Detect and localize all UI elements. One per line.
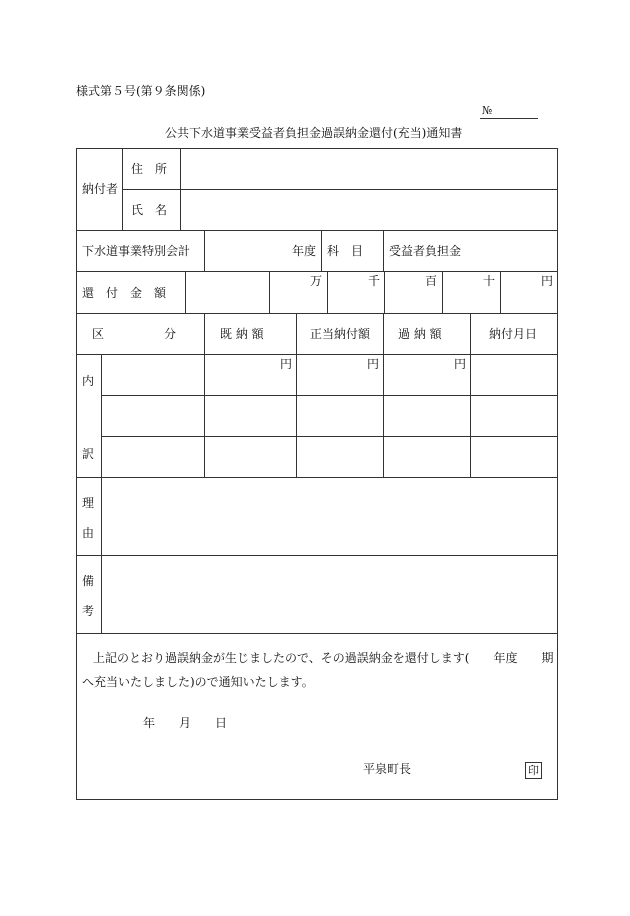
table-bottom-border <box>76 799 557 800</box>
row-line-breakdown-1 <box>101 395 557 396</box>
reason-label-1: 理 <box>82 496 95 510</box>
row-line-breakdown-header <box>76 354 557 355</box>
yen-proper: 円 <box>367 357 380 371</box>
row-line-refund <box>76 313 557 314</box>
row-line-payer <box>76 230 557 231</box>
remarks-label-2: 考 <box>82 604 95 618</box>
col-line-breakdown-3 <box>383 313 384 477</box>
notice-date: 年 月 日 <box>143 716 228 730</box>
col-line-refund-2 <box>269 271 270 313</box>
fiscal-year-label: 年度 <box>292 244 317 258</box>
header-category: 区 分 <box>92 327 177 341</box>
notice-line-2: へ充当いたしました)ので通知いたします。 <box>82 675 314 689</box>
col-line-breakdown-2 <box>296 313 297 477</box>
unit-man: 万 <box>310 274 323 288</box>
item-label: 科 目 <box>327 244 364 258</box>
col-line-breakdown-side <box>101 354 102 477</box>
col-line-reason <box>101 477 102 633</box>
refund-amount-label: 還 付 金 額 <box>82 286 167 300</box>
breakdown-label-bottom: 訳 <box>82 447 95 461</box>
yen-overpaid: 円 <box>454 357 467 371</box>
table-left-border <box>76 148 77 800</box>
row-line-remarks-end <box>76 633 557 634</box>
form-number: 様式第５号(第９条関係) <box>76 84 206 98</box>
payer-label: 納付者 <box>82 182 119 196</box>
item-value: 受益者負担金 <box>389 244 462 258</box>
unit-sen: 千 <box>368 274 381 288</box>
col-line-refund-1 <box>185 271 186 313</box>
row-line-breakdown-2 <box>101 436 557 437</box>
table-top-border <box>76 148 557 149</box>
table-right-border <box>557 148 558 800</box>
col-line-account-1 <box>204 230 205 271</box>
unit-yen: 円 <box>541 274 554 288</box>
header-overpaid-amount: 過 納 額 <box>398 327 442 341</box>
col-line-refund-4 <box>384 271 385 313</box>
address-label: 住 所 <box>131 162 168 176</box>
col-line-refund-5 <box>442 271 443 313</box>
col-line-account-3 <box>383 230 384 271</box>
notice-line-1: 上記のとおり過誤納金が生じましたので、その過誤納金を還付します( 年度 期 <box>93 651 554 665</box>
col-line-payer-label <box>122 148 123 230</box>
special-account-label: 下水道事業特別会計 <box>82 244 191 258</box>
document-no-label: № <box>482 104 493 117</box>
col-line-breakdown-1 <box>204 313 205 477</box>
yen-paid: 円 <box>280 357 293 371</box>
col-line-payer-field <box>180 148 181 230</box>
remarks-label-1: 備 <box>82 574 95 588</box>
seal-mark: 印 <box>525 762 542 779</box>
unit-ju: 十 <box>483 274 496 288</box>
document-title: 公共下水道事業受益者負担金過誤納金還付(充当)通知書 <box>165 126 463 140</box>
row-line-address <box>122 189 557 190</box>
col-line-refund-3 <box>327 271 328 313</box>
unit-hyaku: 百 <box>425 274 438 288</box>
header-paid-amount: 既 納 額 <box>220 327 264 341</box>
breakdown-label-top: 内 <box>82 374 95 388</box>
header-payment-date: 納付月日 <box>489 327 538 341</box>
col-line-refund-6 <box>500 271 501 313</box>
header-proper-amount: 正当納付額 <box>310 327 371 341</box>
issuer-title: 平泉町長 <box>363 762 412 776</box>
row-line-breakdown-end <box>76 477 557 478</box>
row-line-reason-end <box>76 555 557 556</box>
col-line-breakdown-4 <box>470 313 471 477</box>
col-line-account-2 <box>321 230 322 271</box>
document-no-underline <box>480 118 538 119</box>
name-label: 氏 名 <box>131 203 168 217</box>
row-line-account <box>76 271 557 272</box>
reason-label-2: 由 <box>82 526 95 540</box>
